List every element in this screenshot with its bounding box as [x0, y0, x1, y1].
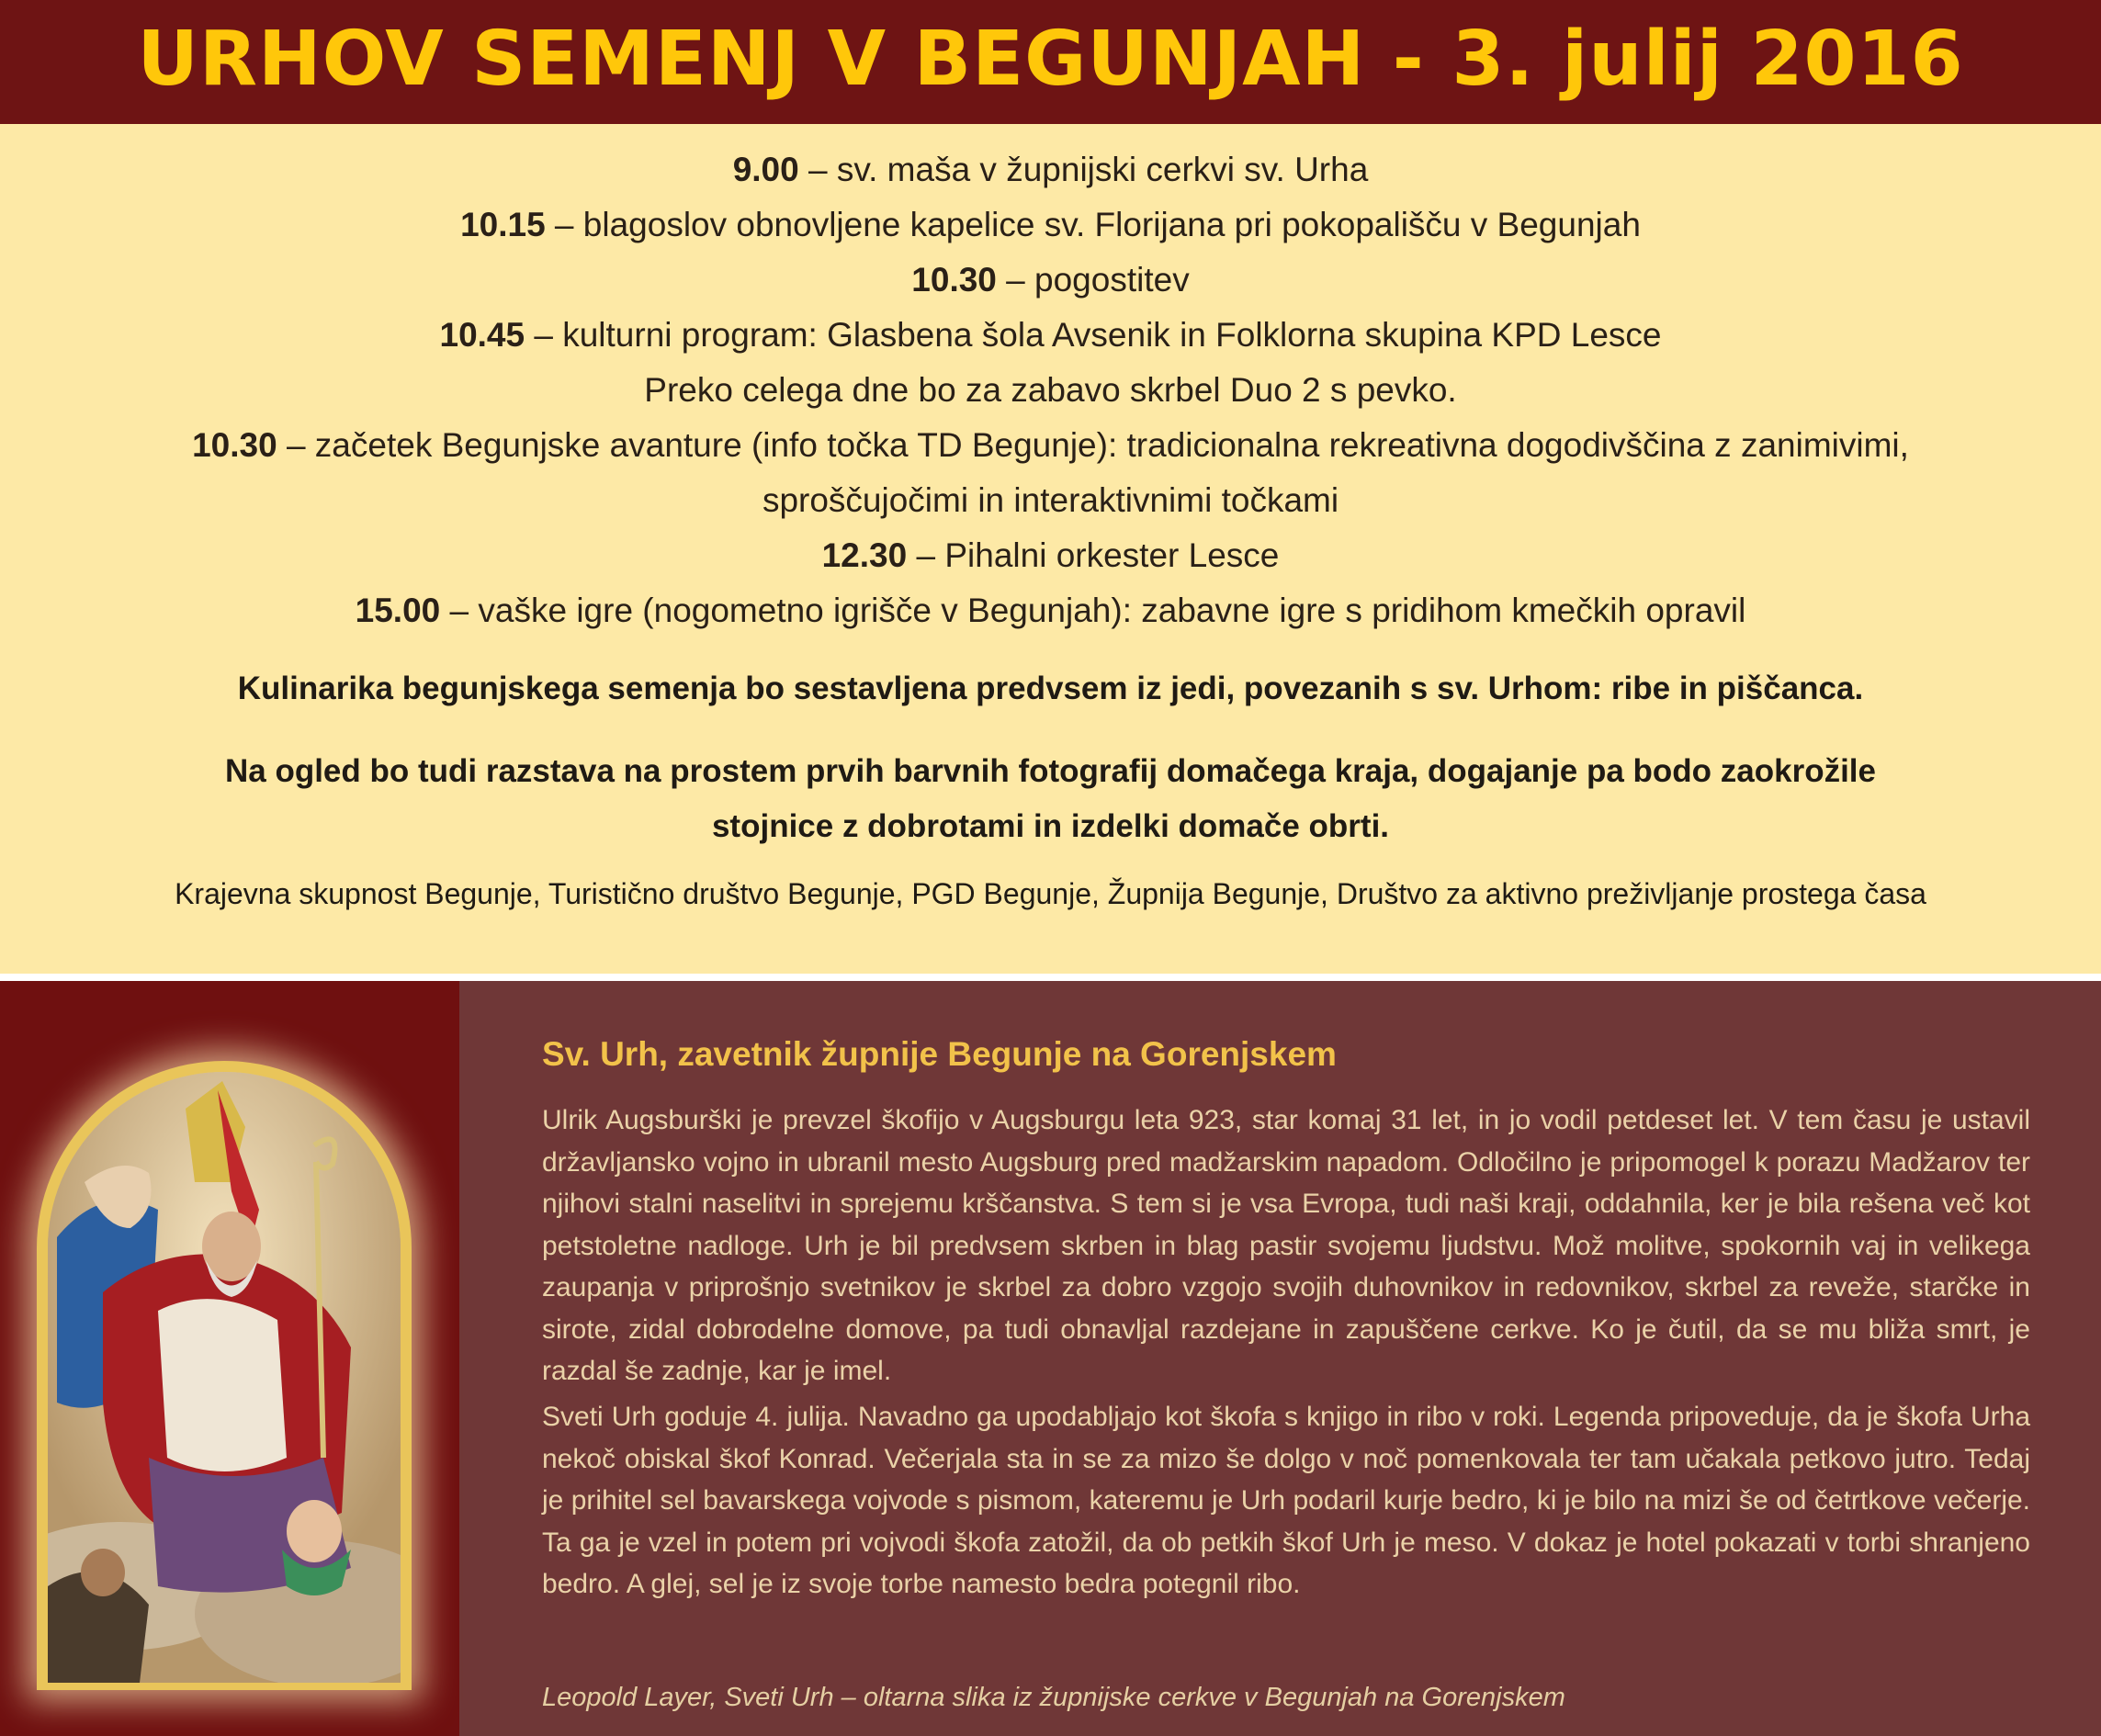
organizers-line: Krajevna skupnost Begunje, Turistično društvo Begunje, PGD Begunje, Župnija Begunje, Društvo za aktivno preživljanje prostega časa: [175, 877, 1926, 910]
altar-painting: [48, 1072, 401, 1683]
saint-paragraph-1: Ulrik Augsburški je prevzel škofijo v Augsburgu leta 923, star komaj 31 let, in jo vodil petdeset let. V tem času je ustavil državljansko vojno in ubranil mesto Augsburg pred madžarskim napadom. Odločilno je pripomogel k porazu Madžarov ter njihovi stalni naselitvi in sprejemu krščanstva. S tem si je vsa Evropa, tudi naši kraji, oddahnila, ker je bila rešena več kot petstoletne nadloge. Urh je bil predvsem skrben in blag pastir svojemu ljudstvu. Mož molitve, spokornih vaj in velikega zaupanja v priprošnjo svetnikov je skrbel za dobro vzgojo svojih duhovnikov in redovnikov, skrbel za reveže, starčke in sirote, zidal dobrodelne domove, pa tudi obnavljal razdejane in zapuščene cerkve. Ko je čutil, da se mu bliža smrt, je razdal še zadnje, kar je imel.: [542, 1105, 2030, 1386]
schedule-item: [0, 473, 2101, 528]
schedule-time: 10.30: [192, 426, 277, 464]
schedule-item: [0, 197, 2101, 253]
saint-urh-painting-image: [48, 1072, 401, 1683]
schedule-time: 15.00: [355, 592, 441, 629]
exhibition-note-line-2: stojnice z dobrotami in izdelki domače obrti.: [711, 808, 1390, 844]
schedule-item: [0, 418, 2101, 473]
schedule-list: [0, 142, 2101, 638]
saint-paragraph-2: Sveti Urh goduje 4. julija. Navadno ga upodabljajo kot škofa s knjigo in ribo v roki. Legenda pripoveduje, da je škofa Urha nekoč obiskal škof Konrad. Večerjala sta in se za mizo še dolgo v noč pomenkovala ter tam učakala petkovo jutro. Tedaj je prihitel sel bavarskega vojvode s pismom, kateremu je Urh podaril kurje bedro, ki je bilo na mizi še od četrtkove večerje. Ta ga je vzel in potem pri vojvodi škofa zatožil, da ob petkih škof Urh je meso. V dokaz je hotel pokazati v torbi shranjeno bedro. A glej, sel je iz svoje torbe namesto bedra potegnil ribo.: [542, 1402, 2030, 1599]
altar-painting-frame: [37, 1061, 412, 1690]
schedule-item: [0, 363, 2101, 418]
exhibition-note-line-1: Na ogled bo tudi razstava na prostem prvih barvnih fotografij domačega kraja, dogajanje pa bodo zaokrožile: [224, 753, 1876, 789]
schedule-text: sproščujočimi in interaktivnimi točkami: [762, 481, 1339, 519]
schedule-text: – Pihalni orkester Lesce: [907, 536, 1280, 574]
schedule-text: – sv. maša v župnijski cerkvi sv. Urha: [798, 151, 1369, 188]
painting-caption: Leopold Layer, Sveti Urh – oltarna slika iz župnijske cerkve v Begunjah na Gorenjskem: [542, 1683, 1565, 1712]
schedule-time: 12.30: [821, 536, 908, 574]
schedule-item: [0, 583, 2101, 638]
program-section: [0, 124, 2101, 974]
page-title: URHOV SEMENJ V BEGUNJAH - 3. julij 2016: [137, 16, 1964, 103]
schedule-text: – kulturni program: Glasbena šola Avsenik in Folklorna skupina KPD Lesce: [525, 316, 1662, 354]
header-banner: [0, 0, 2101, 124]
saint-heading: Sv. Urh, zavetnik župnije Begunje na Gorenjskem: [542, 1035, 1337, 1073]
schedule-time: 10.45: [439, 316, 525, 354]
schedule-item: [0, 308, 2101, 363]
section-divider: [0, 974, 2101, 981]
schedule-time: 10.30: [911, 261, 997, 299]
schedule-text: – blagoslov obnovljene kapelice sv. Florijana pri pokopališču v Begunjah: [545, 206, 1641, 243]
culinary-note: Kulinarika begunjskega semenja bo sestavljena predvsem iz jedi, povezanih s sv. Urhom: ribe in piščanca.: [237, 671, 1864, 706]
schedule-text: – začetek Begunjske avanture (info točka TD Begunje): tradicionalna rekreativna dogodivščina z zanimivimi,: [277, 426, 1909, 464]
schedule-item: [0, 528, 2101, 583]
schedule-time: 9.00: [732, 151, 799, 188]
schedule-text: – vaške igre (nogometno igrišče v Begunjah): zabavne igre s pridihom kmečkih opravil: [440, 592, 1746, 629]
schedule-text: Preko celega dne bo za zabavo skrbel Duo 2 s pevko.: [644, 371, 1457, 409]
schedule-item: [0, 142, 2101, 197]
schedule-text: – pogostitev: [996, 261, 1190, 299]
schedule-time: 10.15: [460, 206, 546, 243]
schedule-item: [0, 253, 2101, 308]
